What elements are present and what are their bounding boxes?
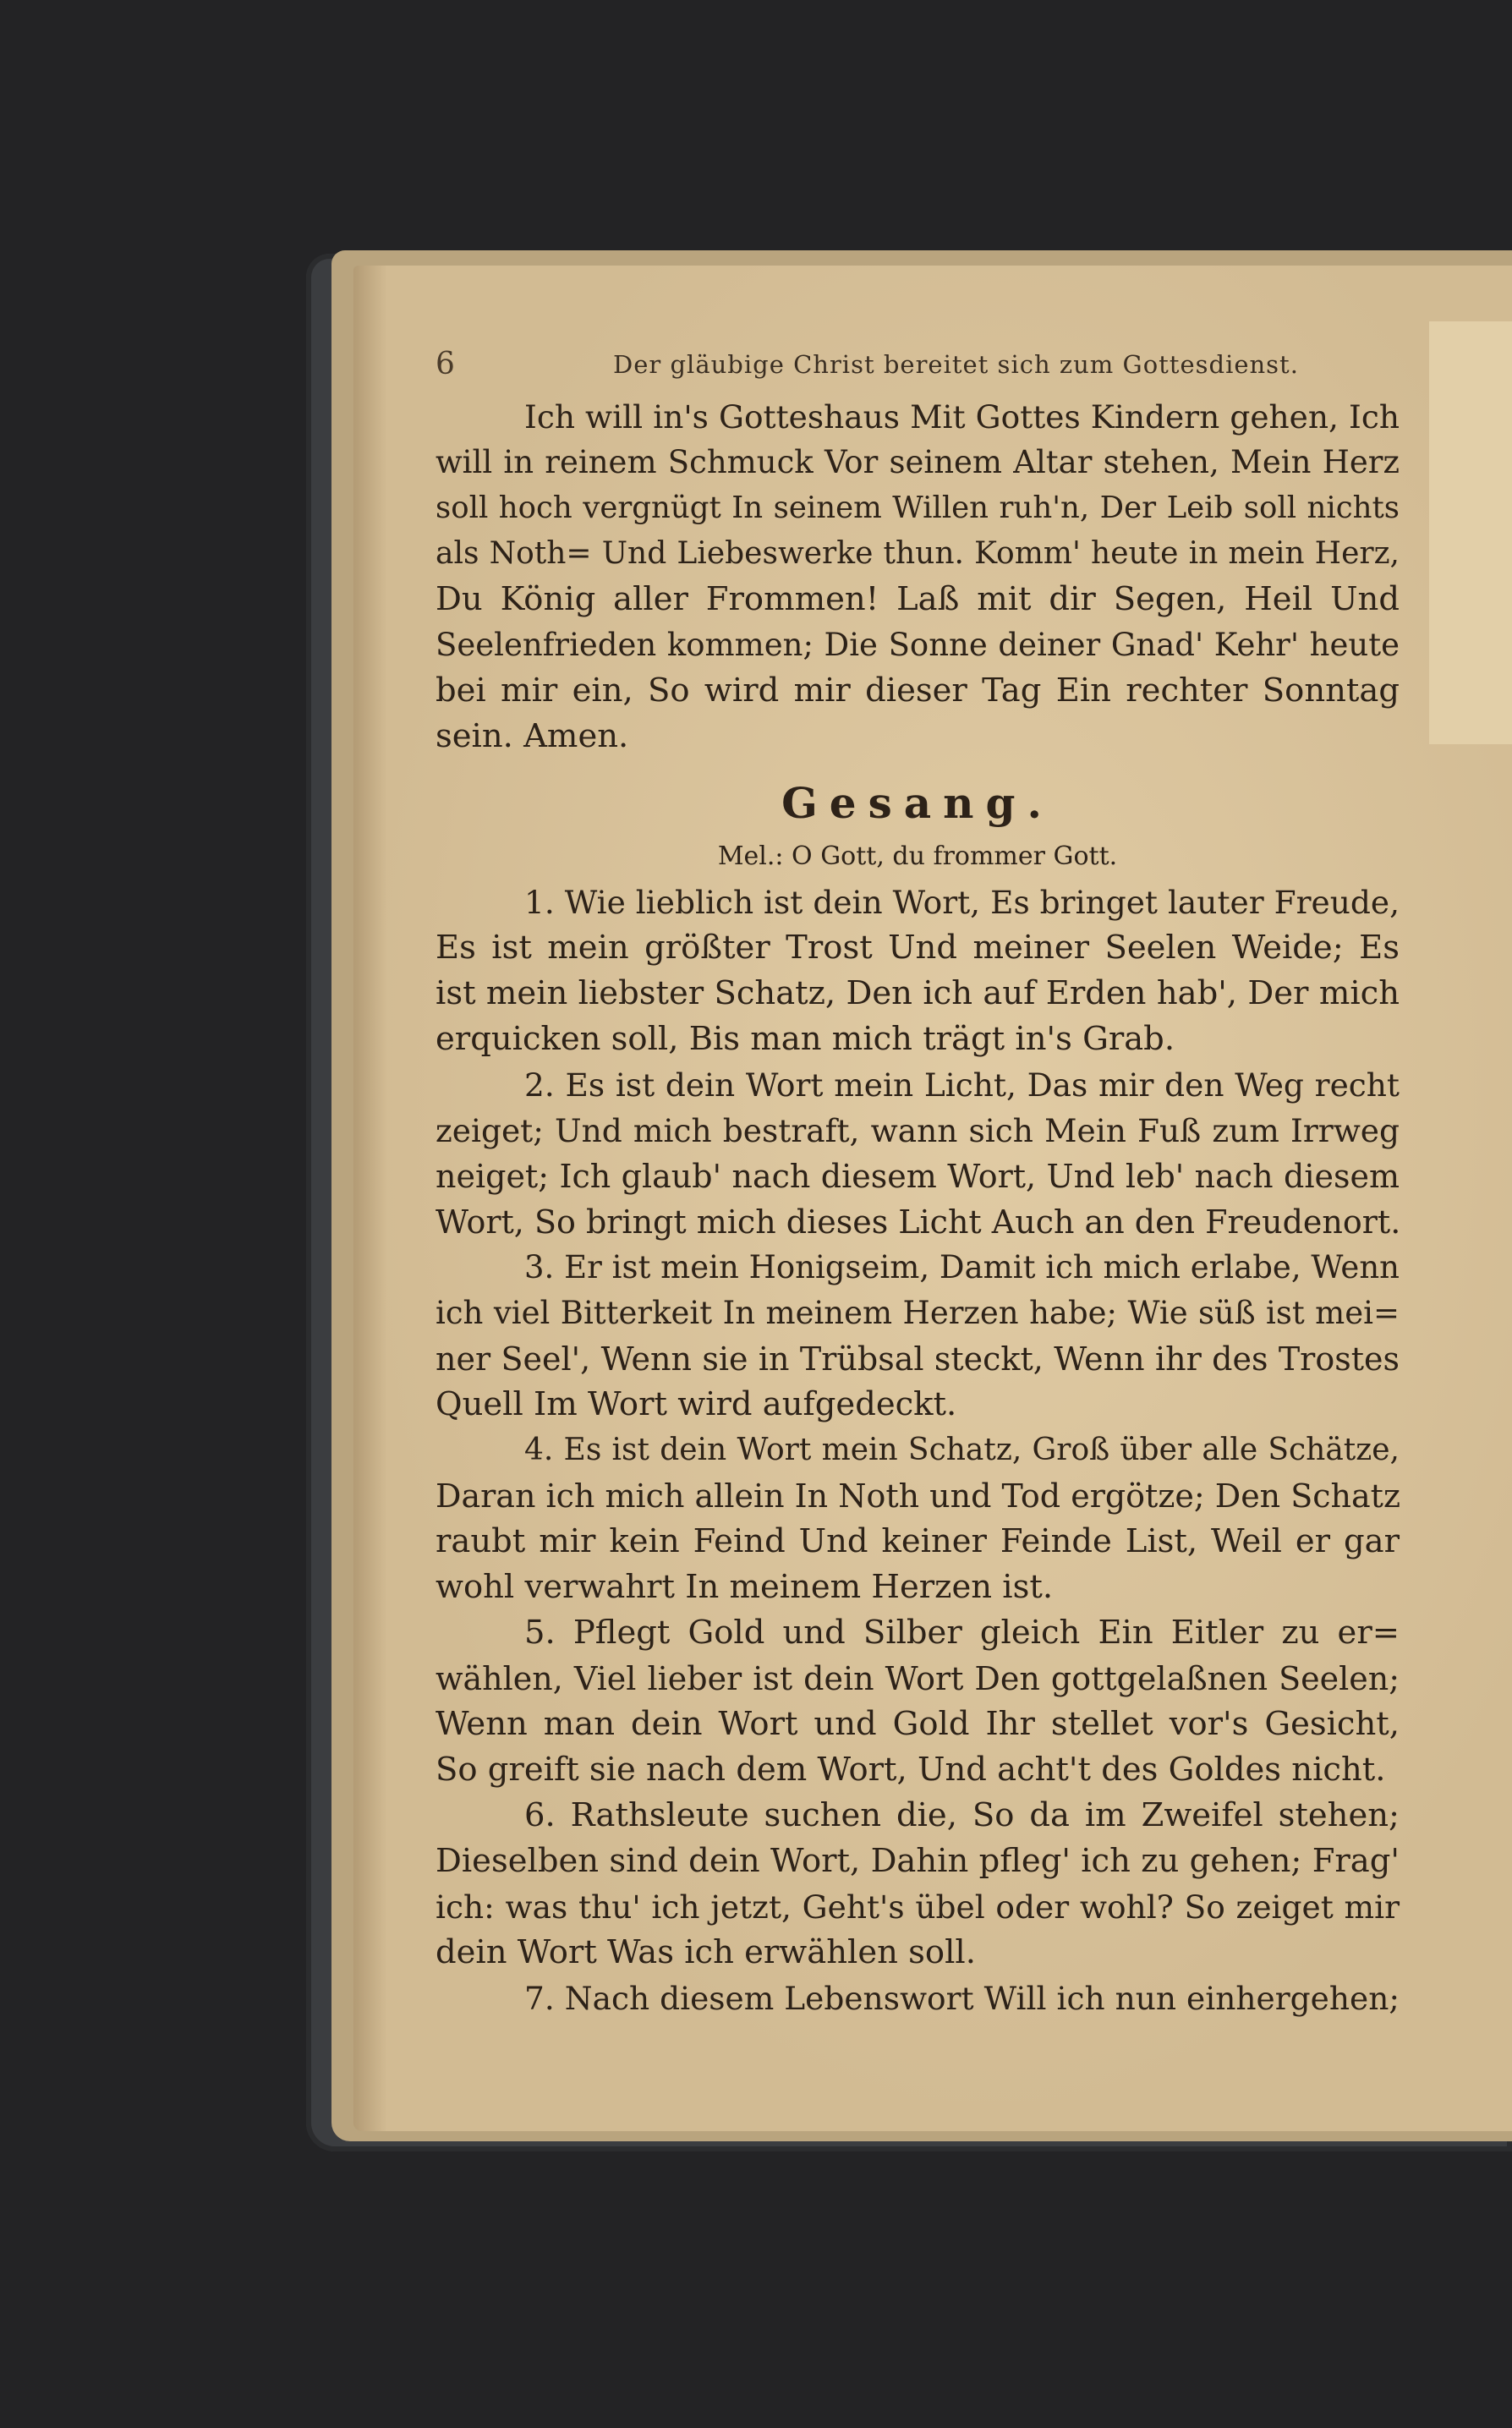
hymn-verses xyxy=(436,880,1400,2021)
verse-line: So greift sie nach dem Wort, Und acht't des Goldes nicht. xyxy=(436,1751,1386,1789)
verse-line: 7. Nach diesem Lebenswort Will ich nun einhergehen; xyxy=(524,1980,1400,2017)
text-line: Du König aller Frommen! Laß mit dir Segen, Heil Und xyxy=(436,580,1400,618)
text-line: Ich will in's Gotteshaus Mit Gottes Kindern gehen, Ich xyxy=(524,398,1400,436)
verse-line: 3. Er ist mein Honigseim, Damit ich mich erlabe, Wenn xyxy=(524,1249,1400,1285)
verse-line: 4. Es ist dein Wort mein Schatz, Groß über alle Schätze, xyxy=(524,1433,1400,1467)
page-number: 6 xyxy=(436,347,455,381)
verse-line: Dieselben sind dein Wort, Dahin pfleg' ich zu gehen; Frag' xyxy=(436,1842,1400,1880)
prayer-paragraph xyxy=(436,394,1400,759)
text-line: soll hoch vergnügt In seinem Willen ruh'n, Der Leib soll nichts xyxy=(436,491,1400,525)
verse-line: ich viel Bitterkeit In meinem Herzen habe; Wie süß ist mei= xyxy=(436,1295,1400,1331)
verse-line: Quell Im Wort wird aufgedeckt. xyxy=(436,1385,957,1423)
verse-line: neiget; Ich glaub' nach diesem Wort, Und leb' nach diesem xyxy=(436,1158,1400,1195)
hymn-title: Gesang. xyxy=(781,778,1054,828)
text-line: Seelenfrieden kommen; Die Sonne deiner Gnad' Kehr' heute xyxy=(436,627,1400,663)
verse-line: wählen, Viel lieber ist dein Wort Den gottgelaßnen Seelen; xyxy=(436,1660,1400,1697)
verse-line: ich: was thu' ich jetzt, Geht's übel oder wohl? So zeiget mir xyxy=(436,1888,1400,1926)
verse-line: Wort, So bringt mich dieses Licht Auch an den Freudenort. xyxy=(436,1203,1401,1241)
verse-line: 6. Rathsleute suchen die, So da im Zweifel stehen; xyxy=(524,1796,1400,1834)
text-line: bei mir ein, So wird mir dieser Tag Ein rechter Sonntag xyxy=(436,671,1400,710)
text-line: als Noth= Und Liebeswerke thun. Komm' heute in mein Herz, xyxy=(436,536,1400,571)
verse-line: Es ist mein größter Trost Und meiner Seelen Weide; Es xyxy=(436,929,1400,967)
page-header xyxy=(436,347,1400,394)
verse-line: 2. Es ist dein Wort mein Licht, Das mir den Weg recht xyxy=(524,1066,1400,1104)
page-text xyxy=(436,347,1400,2021)
verse-line: Daran ich mich allein In Noth und Tod ergötze; Den Schatz xyxy=(436,1477,1400,1515)
verse-line: wohl verwahrt In meinem Herzen ist. xyxy=(436,1568,1054,1606)
verse-line: raubt mir kein Feind Und keiner Feinde List, Weil er gar xyxy=(436,1522,1400,1560)
verse-line: Wenn man dein Wort und Gold Ihr stellet vor's Gesicht, xyxy=(436,1705,1400,1743)
verse-line: erquicken soll, Bis man mich trägt in's Grab. xyxy=(436,1020,1175,1058)
page-fold xyxy=(1429,321,1512,744)
verse-line: ner Seel', Wenn sie in Trübsal steckt, Wenn ihr des Trostes xyxy=(436,1340,1400,1378)
text-line: will in reinem Schmuck Vor seinem Altar stehen, Mein Herz xyxy=(436,444,1400,480)
running-title: Der gläubige Christ bereitet sich zum Gottesdienst. xyxy=(613,350,1299,379)
verse-line: ist mein liebster Schatz, Den ich auf Erden hab', Der mich xyxy=(436,974,1400,1012)
verse-line: 5. Pflegt Gold und Silber gleich Ein Eitler zu er= xyxy=(524,1614,1400,1652)
verse-line: zeiget; Und mich bestraft, wann sich Mein Fuß zum Irrweg xyxy=(436,1112,1400,1149)
text-line: sein. Amen. xyxy=(436,717,629,755)
hymn-melody: Mel.: O Gott, du frommer Gott. xyxy=(717,841,1118,871)
verse-line: dein Wort Was ich erwählen soll. xyxy=(436,1933,976,1971)
verse-line: 1. Wie lieblich ist dein Wort, Es bringet lauter Freude, xyxy=(524,884,1400,921)
